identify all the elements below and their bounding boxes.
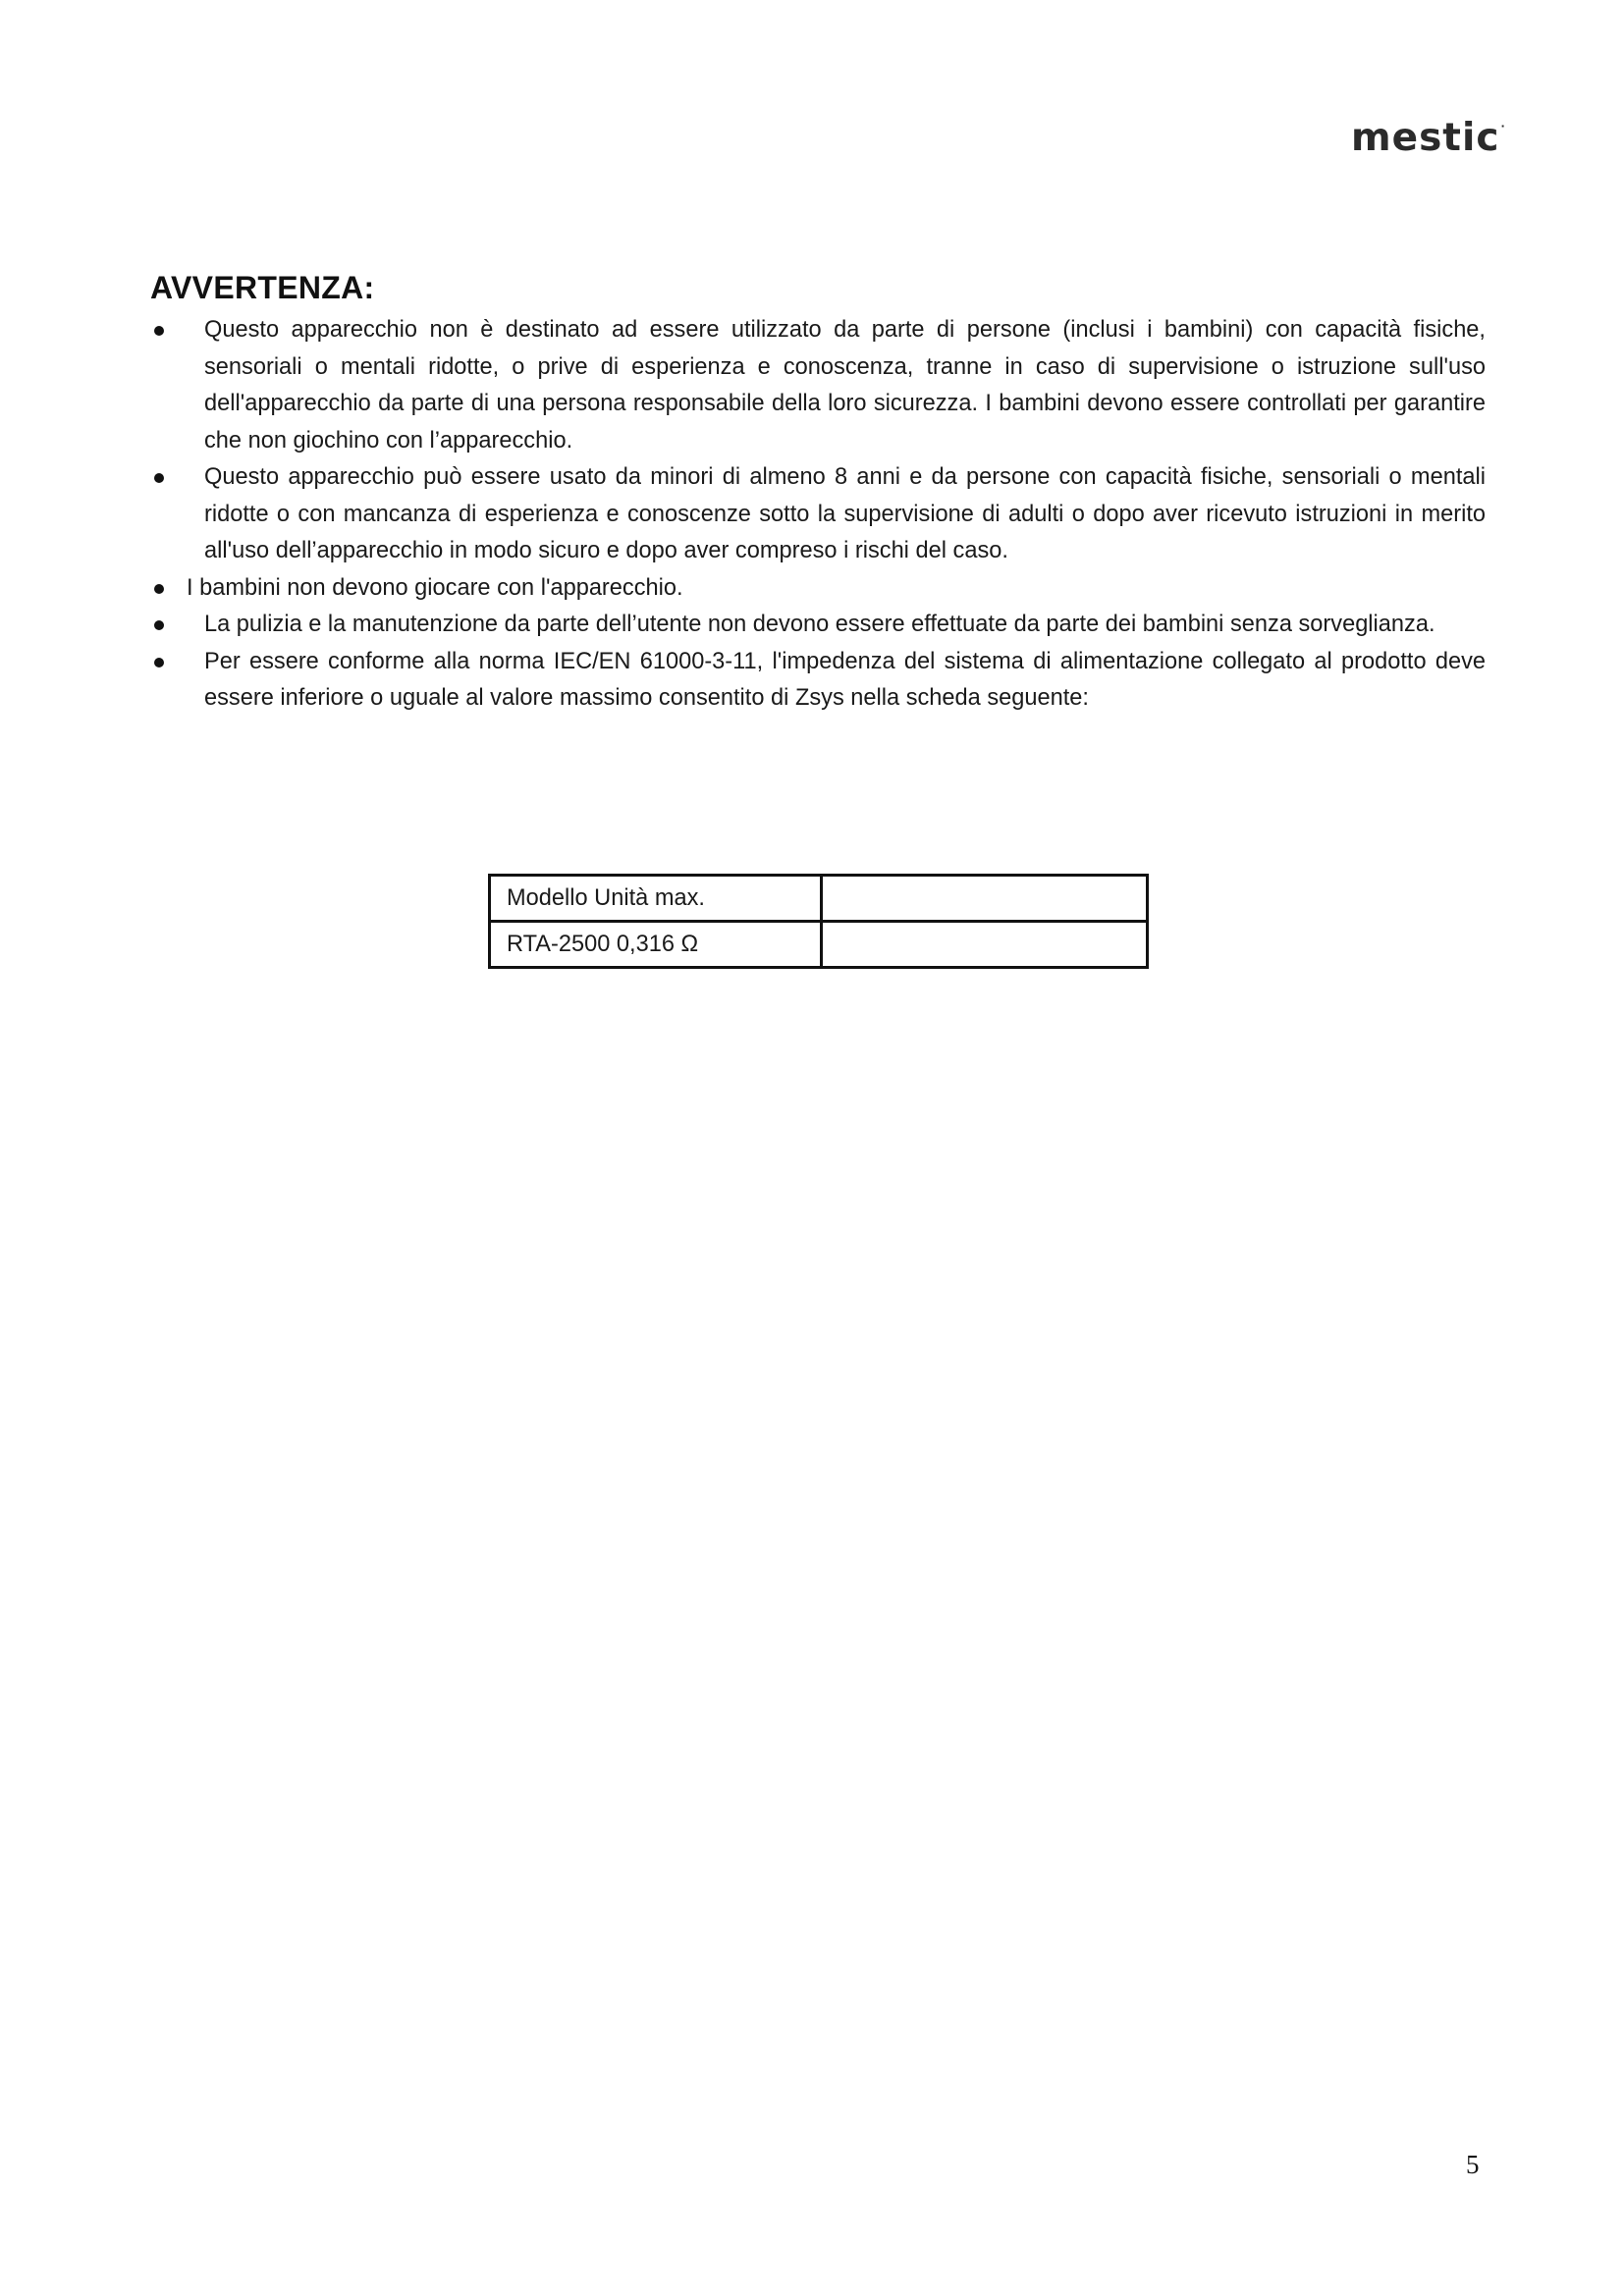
warning-list [150,312,1486,718]
impedance-table [488,874,1149,969]
table-cell [822,922,1148,968]
bullet-icon [154,658,164,667]
page-number: 5 [1466,2150,1480,2179]
warning-text: Questo apparecchio può essere usato da minori di almeno 8 anni e da persone con capacità fisiche, sensoriali o mentali ridotte o con mancanza di esperienza e conoscenze sotto la supervisione di adulti o dopo aver ricevuto istruzioni in merito all'uso dell’apparecchio in modo sicuro e dopo aver compreso i rischi del caso. [204,464,1486,563]
bullet-icon [154,620,164,630]
warning-text: I bambini non devono giocare con l'apparecchio. [187,574,683,601]
warning-text: La pulizia e la manutenzione da parte dell’utente non devono essere effettuate da parte dei bambini senza sorveglianza. [204,612,1435,637]
warning-item [150,570,1486,608]
warning-item [150,312,1486,459]
section-heading: AVVERTENZA: [150,270,375,305]
table-cell: Modello Unità max. [490,876,822,922]
brand-logo-text: mestic [1351,116,1500,160]
brand-logo-mark: · [1500,120,1506,133]
warning-item [150,644,1486,718]
warning-text: Per essere conforme alla norma IEC/EN 61000-3-11, l'impedenza del sistema di alimentazione collegato al prodotto deve essere inferiore o uguale al valore massimo consentito di Zsys nella scheda seguente: [204,648,1486,711]
warning-item [150,607,1486,644]
warning-item [150,459,1486,570]
bullet-icon [154,473,164,483]
table-cell [822,876,1148,922]
warning-text: Questo apparecchio non è destinato ad essere utilizzato da parte di persone (inclusi i bambini) con capacità fisiche, sensoriali o mentali ridotte, o prive di esperienza e conoscenza, tranne in caso di supervisione o istruzione sull'uso dell'apparecchio da parte di una persona responsabile della loro sicurezza. I bambini devono essere controllati per garantire che non giochino con l’apparecchio. [204,317,1486,454]
bullet-icon [154,584,164,594]
table-cell: RTA-2500 0,316 Ω [490,922,822,968]
brand-logo [1351,116,1506,160]
table-row [490,876,1148,922]
bullet-icon [154,326,164,336]
table-row [490,922,1148,968]
